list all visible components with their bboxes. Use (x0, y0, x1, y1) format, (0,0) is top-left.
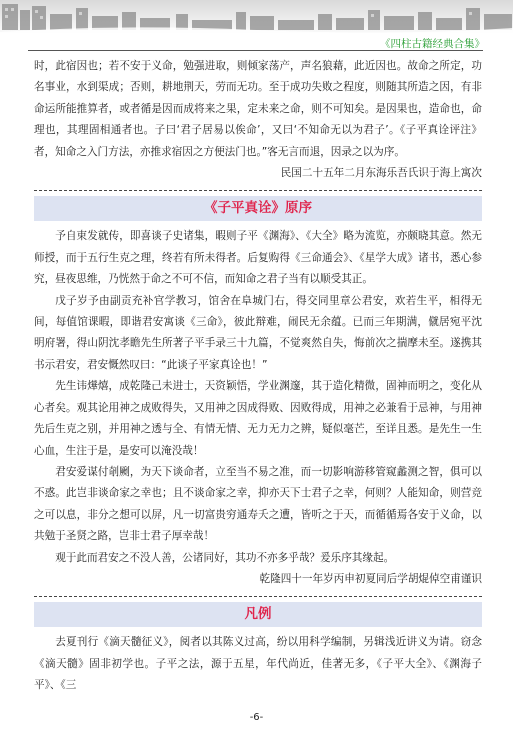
city-skyline-graphic (0, 0, 513, 40)
page-content (34, 56, 482, 697)
section-divider (34, 190, 482, 191)
original-preface-paragraph: 予自束发就传，即喜谈子史诸集，暇则子平《渊海》、《大全》略为流览，亦颇晓其意。然无师授，而于五行生克之理，终若有所未得者。后复购得《三命通会》、《星学大成》诸书，悉心参究，昼夜思维，乃恍然于命之不可不信，而知命之君子当有以顺受其正。 (34, 230, 482, 286)
section-divider (34, 596, 482, 597)
section-heading-fanli: 凡例 (34, 602, 482, 627)
original-preface-signature: 乾隆四十一年岁丙申初夏同后学胡焜倬空甫谨识 (259, 572, 482, 585)
page-number: -6- (249, 712, 264, 723)
book-title: 《四柱古籍经典合集》 (380, 38, 485, 50)
section-heading-original-preface: 《子平真诠》原序 (34, 196, 482, 221)
preface-paragraph-continued: 时，此宿因也；若不安于义命，勉强进取，则倾家荡产，声名狼藉，此近因也。故命之所定，功名事业，水到渠成；否则，耕地荆天，劳而无功。至于成功失败之程度，则随其所造之因，有非命运所能推算者，或者循是因而成将来之果，定未来之命，则不可知矣。是因果也，造命也，命理也，其理固相通者也。子曰‘君子居易以俟命’，又曰‘不知命无以为君子’。《子平真诠评注》者，知命之入门方法，亦推求宿因之方便法门也。”客无言而退，因录之以为序。 (34, 60, 482, 158)
original-preface-paragraph: 观于此而君安之不没人善，公诸同好，其功不亦多乎哉？爰乐序其缘起。 (55, 551, 395, 564)
original-preface-paragraph: 先生讳燁熺，成乾隆己未进士，天资颖悟，学业渊邃，其于造化精微，固神而明之，变化从心者矣。观其论用神之成败得失，又用神之因成得败、因败得成，用神之必兼看于忌神，与用神先后生克之别，并用神之透与全、有情无情、无力无力之辨，疑似毫芒，至详且悉。是先生一生心血，生注于是，是安可以淹没哉！ (34, 380, 482, 457)
header-banner (0, 0, 513, 40)
header-rule (28, 50, 483, 51)
preface-signature: 民国二十五年二月东海乐吾氏识于海上寓次 (280, 167, 482, 180)
fanli-paragraph: 去夏刊行《滴天髓征义》，阅者以其陈义过高，纷以用科学编制，另辑浅近讲义为请。窃念《滴天髓》固非初学也。子平之法，源于五星，年代尚近，佳著无多，《子平大全》、《渊海子平》、《三 (34, 636, 482, 692)
original-preface-paragraph: 君安爱谋付剞劂，为天下谈命者，立至当不易之准，而一切影响游移管窥蠡测之智，俱可以不惑。此岂非谈命家之幸也；且不谈命家之幸，抑亦天下士君子之幸，何则？人能知命，则营竞之可以息，非分之想可以屏，凡一切富贵穷通寿夭之遭，皆听之于天，而循循焉各安于义命，以共勉于圣贤之路，岂非士君子厚幸哉！ (34, 465, 482, 543)
original-preface-paragraph: 戊子岁予由副贡充补官学教习，馆舍在阜城门右，得交同里章公君安，欢若生平，相得无间，每值馆课暇，即谐君安寓谈《三命》，彼此辩难，闹民无余蕴。已而三年期满，僦居宛平沈明府署，得山阴沈孝瞻先生所著子平手录三十九篇，不觉爽然自失，悔前次之揣摩未至。遂携其书示君安，君安慨然叹曰：“此谈子平家真诠也！” (34, 294, 482, 371)
